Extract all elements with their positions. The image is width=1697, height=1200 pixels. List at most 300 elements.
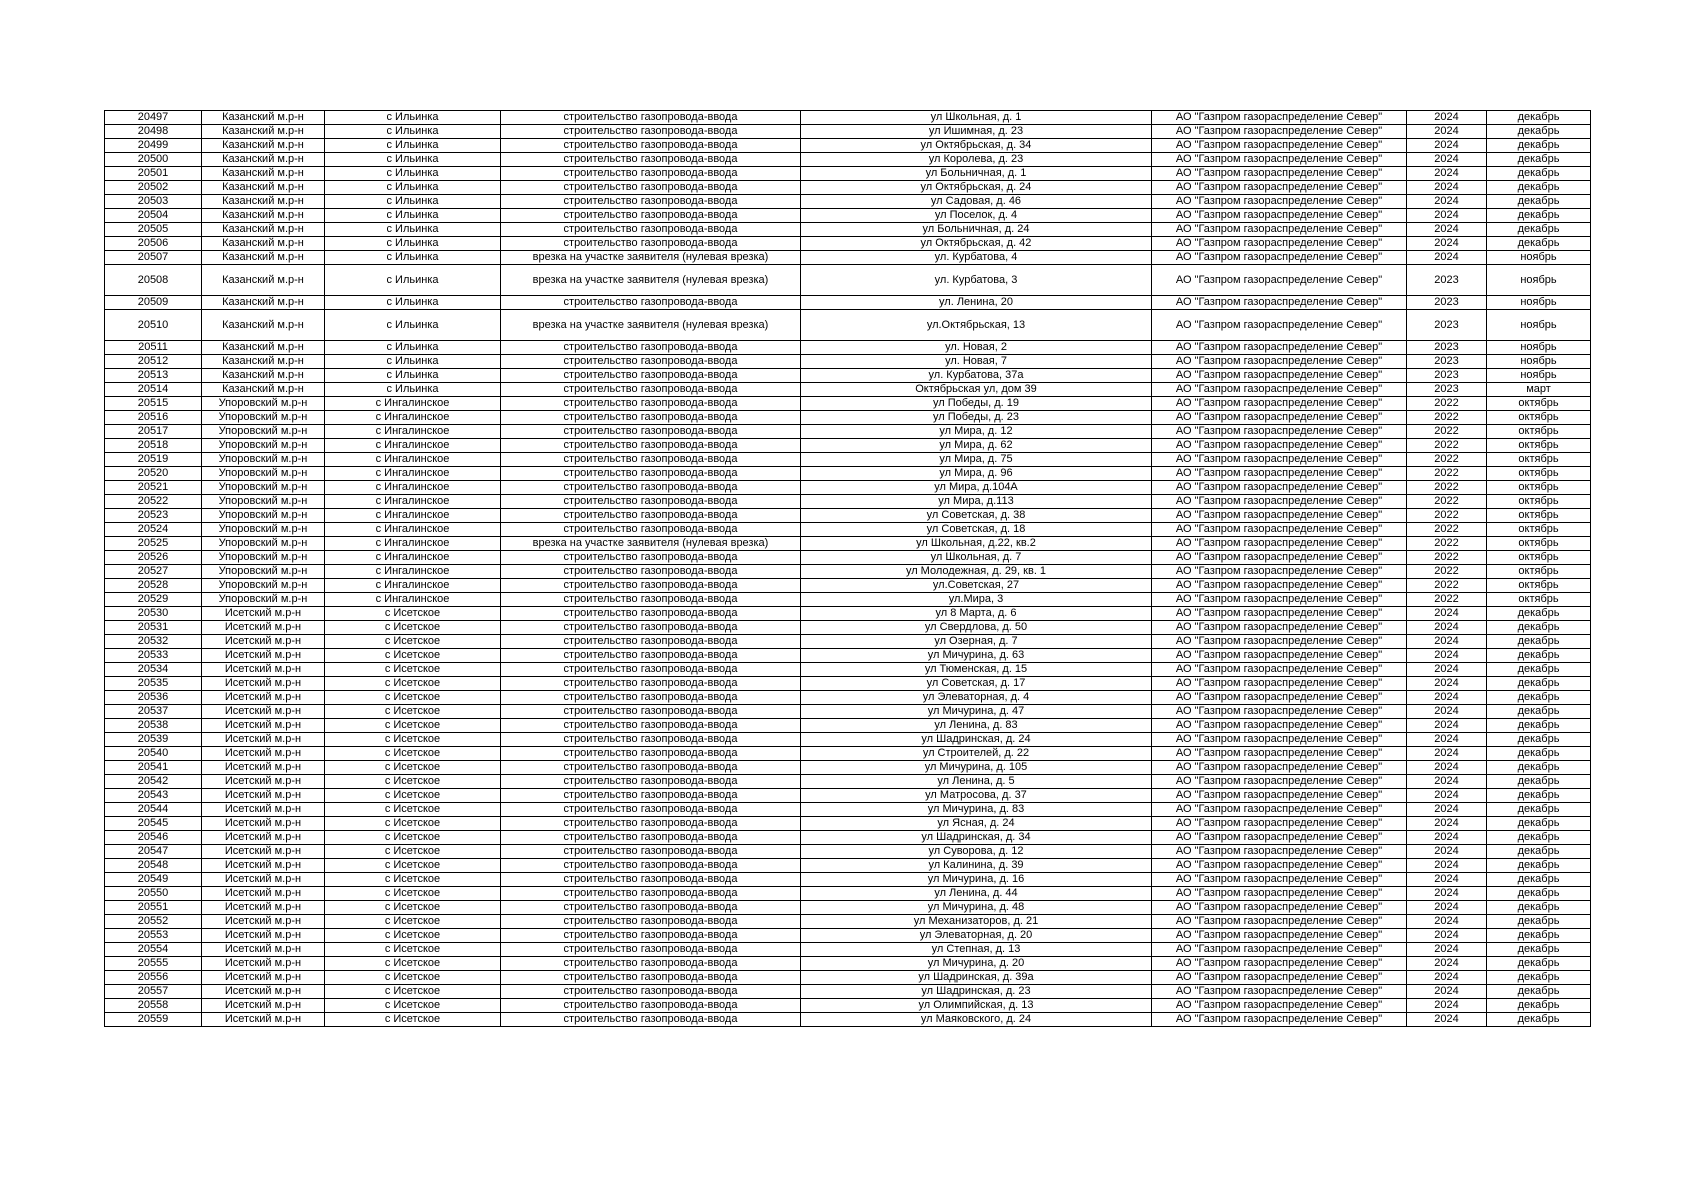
row-number: 20499 bbox=[105, 139, 202, 153]
address-cell: ул Степная, д. 13 bbox=[801, 943, 1152, 957]
month-cell: ноябрь bbox=[1487, 265, 1591, 296]
row-number: 20527 bbox=[105, 565, 202, 579]
organization-cell: АО "Газпром газораспределение Север" bbox=[1152, 153, 1407, 167]
year-cell: 2022 bbox=[1407, 565, 1487, 579]
year-cell: 2023 bbox=[1407, 296, 1487, 310]
address-cell: ул Советская, д. 17 bbox=[801, 677, 1152, 691]
district-cell: Упоровский м.р-н bbox=[202, 551, 325, 565]
row-number: 20543 bbox=[105, 789, 202, 803]
work-type-cell: строительство газопровода-ввода bbox=[501, 705, 801, 719]
year-cell: 2024 bbox=[1407, 803, 1487, 817]
month-cell: декабрь bbox=[1487, 237, 1591, 251]
district-cell: Казанский м.р-н bbox=[202, 195, 325, 209]
row-number: 20541 bbox=[105, 761, 202, 775]
year-cell: 2024 bbox=[1407, 223, 1487, 237]
organization-cell: АО "Газпром газораспределение Север" bbox=[1152, 803, 1407, 817]
settlement-cell: с Ильинка bbox=[325, 265, 501, 296]
month-cell: декабрь bbox=[1487, 167, 1591, 181]
row-number: 20528 bbox=[105, 579, 202, 593]
year-cell: 2024 bbox=[1407, 635, 1487, 649]
organization-cell: АО "Газпром газораспределение Север" bbox=[1152, 509, 1407, 523]
district-cell: Упоровский м.р-н bbox=[202, 411, 325, 425]
row-number: 20522 bbox=[105, 495, 202, 509]
organization-cell: АО "Газпром газораспределение Север" bbox=[1152, 593, 1407, 607]
work-type-cell: строительство газопровода-ввода bbox=[501, 481, 801, 495]
table-row bbox=[105, 845, 1591, 859]
row-number: 20557 bbox=[105, 985, 202, 999]
work-type-cell: строительство газопровода-ввода bbox=[501, 209, 801, 223]
address-cell: ул.Советская, 27 bbox=[801, 579, 1152, 593]
settlement-cell: с Исетское bbox=[325, 719, 501, 733]
row-number: 20526 bbox=[105, 551, 202, 565]
year-cell: 2022 bbox=[1407, 523, 1487, 537]
work-type-cell: строительство газопровода-ввода bbox=[501, 383, 801, 397]
settlement-cell: с Исетское bbox=[325, 929, 501, 943]
organization-cell: АО "Газпром газораспределение Север" bbox=[1152, 439, 1407, 453]
work-type-cell: строительство газопровода-ввода bbox=[501, 439, 801, 453]
organization-cell: АО "Газпром газораспределение Север" bbox=[1152, 425, 1407, 439]
address-cell: ул Шадринская, д. 34 bbox=[801, 831, 1152, 845]
month-cell: декабрь bbox=[1487, 915, 1591, 929]
work-type-cell: строительство газопровода-ввода bbox=[501, 873, 801, 887]
district-cell: Упоровский м.р-н bbox=[202, 425, 325, 439]
address-cell: ул Ишимная, д. 23 bbox=[801, 125, 1152, 139]
month-cell: декабрь bbox=[1487, 677, 1591, 691]
work-type-cell: строительство газопровода-ввода bbox=[501, 139, 801, 153]
row-number: 20509 bbox=[105, 296, 202, 310]
row-number: 20505 bbox=[105, 223, 202, 237]
work-type-cell: строительство газопровода-ввода bbox=[501, 369, 801, 383]
address-cell: ул Олимпийская, д. 13 bbox=[801, 999, 1152, 1013]
table-row bbox=[105, 887, 1591, 901]
address-cell: ул Строителей, д. 22 bbox=[801, 747, 1152, 761]
district-cell: Исетский м.р-н bbox=[202, 705, 325, 719]
table-row bbox=[105, 265, 1591, 296]
address-cell: ул Мира, д. 62 bbox=[801, 439, 1152, 453]
table-row bbox=[105, 789, 1591, 803]
work-type-cell: строительство газопровода-ввода bbox=[501, 551, 801, 565]
row-number: 20503 bbox=[105, 195, 202, 209]
row-number: 20532 bbox=[105, 635, 202, 649]
address-cell: ул Октябрьская, д. 24 bbox=[801, 181, 1152, 195]
work-type-cell: строительство газопровода-ввода bbox=[501, 943, 801, 957]
table-row bbox=[105, 929, 1591, 943]
work-type-cell: строительство газопровода-ввода bbox=[501, 859, 801, 873]
year-cell: 2022 bbox=[1407, 411, 1487, 425]
table-row bbox=[105, 369, 1591, 383]
organization-cell: АО "Газпром газораспределение Север" bbox=[1152, 139, 1407, 153]
settlement-cell: с Ильинка bbox=[325, 167, 501, 181]
table-row bbox=[105, 999, 1591, 1013]
row-number: 20550 bbox=[105, 887, 202, 901]
year-cell: 2024 bbox=[1407, 915, 1487, 929]
table-row bbox=[105, 901, 1591, 915]
organization-cell: АО "Газпром газораспределение Север" bbox=[1152, 999, 1407, 1013]
month-cell: октябрь bbox=[1487, 551, 1591, 565]
table-row bbox=[105, 481, 1591, 495]
month-cell: октябрь bbox=[1487, 397, 1591, 411]
month-cell: декабрь bbox=[1487, 153, 1591, 167]
address-cell: ул Королева, д. 23 bbox=[801, 153, 1152, 167]
organization-cell: АО "Газпром газораспределение Север" bbox=[1152, 383, 1407, 397]
row-number: 20500 bbox=[105, 153, 202, 167]
address-cell: ул Поселок, д. 4 bbox=[801, 209, 1152, 223]
district-cell: Исетский м.р-н bbox=[202, 943, 325, 957]
district-cell: Упоровский м.р-н bbox=[202, 565, 325, 579]
table-row bbox=[105, 957, 1591, 971]
table-row bbox=[105, 383, 1591, 397]
address-cell: ул Мичурина, д. 83 bbox=[801, 803, 1152, 817]
organization-cell: АО "Газпром газораспределение Север" bbox=[1152, 691, 1407, 705]
table-row bbox=[105, 859, 1591, 873]
address-cell: ул.Мира, 3 bbox=[801, 593, 1152, 607]
organization-cell: АО "Газпром газораспределение Север" bbox=[1152, 537, 1407, 551]
work-type-cell: строительство газопровода-ввода bbox=[501, 761, 801, 775]
address-cell: ул Победы, д. 23 bbox=[801, 411, 1152, 425]
table-row bbox=[105, 467, 1591, 481]
table-row bbox=[105, 425, 1591, 439]
address-cell: ул Октябрьская, д. 34 bbox=[801, 139, 1152, 153]
settlement-cell: с Исетское bbox=[325, 859, 501, 873]
month-cell: ноябрь bbox=[1487, 341, 1591, 355]
year-cell: 2023 bbox=[1407, 341, 1487, 355]
settlement-cell: с Исетское bbox=[325, 1013, 501, 1027]
address-cell: ул. Ленина, 20 bbox=[801, 296, 1152, 310]
settlement-cell: с Ильинка bbox=[325, 341, 501, 355]
table-row bbox=[105, 509, 1591, 523]
year-cell: 2024 bbox=[1407, 733, 1487, 747]
address-cell: ул 8 Марта, д. 6 bbox=[801, 607, 1152, 621]
month-cell: декабрь bbox=[1487, 125, 1591, 139]
table-body bbox=[105, 111, 1591, 1027]
work-type-cell: строительство газопровода-ввода bbox=[501, 649, 801, 663]
month-cell: декабрь bbox=[1487, 691, 1591, 705]
settlement-cell: с Исетское bbox=[325, 985, 501, 999]
year-cell: 2024 bbox=[1407, 621, 1487, 635]
year-cell: 2024 bbox=[1407, 663, 1487, 677]
table-row bbox=[105, 195, 1591, 209]
year-cell: 2024 bbox=[1407, 747, 1487, 761]
row-number: 20513 bbox=[105, 369, 202, 383]
address-cell: ул Мичурина, д. 47 bbox=[801, 705, 1152, 719]
settlement-cell: с Ильинка bbox=[325, 181, 501, 195]
month-cell: декабрь bbox=[1487, 999, 1591, 1013]
address-cell: ул Мичурина, д. 105 bbox=[801, 761, 1152, 775]
work-type-cell: строительство газопровода-ввода bbox=[501, 111, 801, 125]
month-cell: декабрь bbox=[1487, 607, 1591, 621]
table-row bbox=[105, 873, 1591, 887]
settlement-cell: с Ингалинское bbox=[325, 593, 501, 607]
table-row bbox=[105, 495, 1591, 509]
work-type-cell: строительство газопровода-ввода bbox=[501, 957, 801, 971]
settlement-cell: с Исетское bbox=[325, 649, 501, 663]
table-row bbox=[105, 747, 1591, 761]
year-cell: 2024 bbox=[1407, 677, 1487, 691]
address-cell: ул. Курбатова, 37а bbox=[801, 369, 1152, 383]
year-cell: 2024 bbox=[1407, 943, 1487, 957]
address-cell: ул Шадринская, д. 39а bbox=[801, 971, 1152, 985]
address-cell: ул Мичурина, д. 48 bbox=[801, 901, 1152, 915]
row-number: 20515 bbox=[105, 397, 202, 411]
table-row bbox=[105, 691, 1591, 705]
organization-cell: АО "Газпром газораспределение Север" bbox=[1152, 985, 1407, 999]
organization-cell: АО "Газпром газораспределение Север" bbox=[1152, 705, 1407, 719]
table-row bbox=[105, 209, 1591, 223]
year-cell: 2023 bbox=[1407, 355, 1487, 369]
work-type-cell: врезка на участке заявителя (нулевая врезка) bbox=[501, 537, 801, 551]
address-cell: ул Мира, д. 96 bbox=[801, 467, 1152, 481]
row-number: 20555 bbox=[105, 957, 202, 971]
table-row bbox=[105, 139, 1591, 153]
work-type-cell: строительство газопровода-ввода bbox=[501, 565, 801, 579]
settlement-cell: с Ингалинское bbox=[325, 467, 501, 481]
settlement-cell: с Ингалинское bbox=[325, 579, 501, 593]
work-type-cell: строительство газопровода-ввода bbox=[501, 167, 801, 181]
district-cell: Казанский м.р-н bbox=[202, 181, 325, 195]
district-cell: Казанский м.р-н bbox=[202, 167, 325, 181]
table-row bbox=[105, 635, 1591, 649]
settlement-cell: с Ильинка bbox=[325, 310, 501, 341]
work-type-cell: строительство газопровода-ввода bbox=[501, 635, 801, 649]
row-number: 20517 bbox=[105, 425, 202, 439]
row-number: 20497 bbox=[105, 111, 202, 125]
district-cell: Казанский м.р-н bbox=[202, 125, 325, 139]
settlement-cell: с Исетское bbox=[325, 691, 501, 705]
month-cell: октябрь bbox=[1487, 565, 1591, 579]
address-cell: ул.Октябрьская, 13 bbox=[801, 310, 1152, 341]
row-number: 20537 bbox=[105, 705, 202, 719]
row-number: 20502 bbox=[105, 181, 202, 195]
year-cell: 2022 bbox=[1407, 481, 1487, 495]
year-cell: 2024 bbox=[1407, 957, 1487, 971]
address-cell: ул Школьная, д. 7 bbox=[801, 551, 1152, 565]
month-cell: октябрь bbox=[1487, 579, 1591, 593]
organization-cell: АО "Газпром газораспределение Север" bbox=[1152, 971, 1407, 985]
address-cell: ул Советская, д. 18 bbox=[801, 523, 1152, 537]
organization-cell: АО "Газпром газораспределение Север" bbox=[1152, 663, 1407, 677]
work-type-cell: строительство газопровода-ввода bbox=[501, 153, 801, 167]
settlement-cell: с Исетское bbox=[325, 663, 501, 677]
month-cell: март bbox=[1487, 383, 1591, 397]
table-row bbox=[105, 411, 1591, 425]
district-cell: Исетский м.р-н bbox=[202, 957, 325, 971]
month-cell: декабрь bbox=[1487, 859, 1591, 873]
organization-cell: АО "Газпром газораспределение Север" bbox=[1152, 789, 1407, 803]
organization-cell: АО "Газпром газораспределение Север" bbox=[1152, 649, 1407, 663]
month-cell: ноябрь bbox=[1487, 369, 1591, 383]
year-cell: 2022 bbox=[1407, 439, 1487, 453]
work-type-cell: строительство газопровода-ввода bbox=[501, 663, 801, 677]
work-type-cell: строительство газопровода-ввода bbox=[501, 915, 801, 929]
settlement-cell: с Ильинка bbox=[325, 125, 501, 139]
table-row bbox=[105, 621, 1591, 635]
district-cell: Казанский м.р-н bbox=[202, 251, 325, 265]
month-cell: декабрь bbox=[1487, 831, 1591, 845]
year-cell: 2024 bbox=[1407, 237, 1487, 251]
settlement-cell: с Исетское bbox=[325, 635, 501, 649]
month-cell: декабрь bbox=[1487, 957, 1591, 971]
year-cell: 2023 bbox=[1407, 369, 1487, 383]
month-cell: декабрь bbox=[1487, 705, 1591, 719]
work-type-cell: строительство газопровода-ввода bbox=[501, 125, 801, 139]
district-cell: Упоровский м.р-н bbox=[202, 397, 325, 411]
settlement-cell: с Исетское bbox=[325, 901, 501, 915]
year-cell: 2022 bbox=[1407, 467, 1487, 481]
work-type-cell: строительство газопровода-ввода bbox=[501, 929, 801, 943]
address-cell: ул Мира, д.104А bbox=[801, 481, 1152, 495]
row-number: 20525 bbox=[105, 537, 202, 551]
organization-cell: АО "Газпром газораспределение Север" bbox=[1152, 957, 1407, 971]
table-row bbox=[105, 943, 1591, 957]
row-number: 20531 bbox=[105, 621, 202, 635]
settlement-cell: с Исетское bbox=[325, 621, 501, 635]
settlement-cell: с Исетское bbox=[325, 845, 501, 859]
settlement-cell: с Исетское bbox=[325, 789, 501, 803]
organization-cell: АО "Газпром газораспределение Север" bbox=[1152, 719, 1407, 733]
work-type-cell: строительство газопровода-ввода bbox=[501, 195, 801, 209]
address-cell: ул Элеваторная, д. 4 bbox=[801, 691, 1152, 705]
month-cell: октябрь bbox=[1487, 593, 1591, 607]
month-cell: декабрь bbox=[1487, 733, 1591, 747]
month-cell: декабрь bbox=[1487, 775, 1591, 789]
work-type-cell: строительство газопровода-ввода bbox=[501, 509, 801, 523]
work-type-cell: строительство газопровода-ввода bbox=[501, 901, 801, 915]
month-cell: декабрь bbox=[1487, 761, 1591, 775]
year-cell: 2022 bbox=[1407, 495, 1487, 509]
settlement-cell: с Ингалинское bbox=[325, 439, 501, 453]
district-cell: Казанский м.р-н bbox=[202, 111, 325, 125]
year-cell: 2024 bbox=[1407, 985, 1487, 999]
organization-cell: АО "Газпром газораспределение Север" bbox=[1152, 733, 1407, 747]
row-number: 20542 bbox=[105, 775, 202, 789]
table-row bbox=[105, 453, 1591, 467]
organization-cell: АО "Газпром газораспределение Север" bbox=[1152, 747, 1407, 761]
row-number: 20551 bbox=[105, 901, 202, 915]
year-cell: 2024 bbox=[1407, 705, 1487, 719]
work-type-cell: строительство газопровода-ввода bbox=[501, 747, 801, 761]
settlement-cell: с Ильинка bbox=[325, 153, 501, 167]
table-row bbox=[105, 649, 1591, 663]
month-cell: октябрь bbox=[1487, 453, 1591, 467]
year-cell: 2024 bbox=[1407, 649, 1487, 663]
district-cell: Исетский м.р-н bbox=[202, 649, 325, 663]
organization-cell: АО "Газпром газораспределение Север" bbox=[1152, 265, 1407, 296]
year-cell: 2024 bbox=[1407, 167, 1487, 181]
month-cell: декабрь bbox=[1487, 887, 1591, 901]
row-number: 20552 bbox=[105, 915, 202, 929]
table-row bbox=[105, 733, 1591, 747]
row-number: 20506 bbox=[105, 237, 202, 251]
month-cell: декабрь bbox=[1487, 1013, 1591, 1027]
organization-cell: АО "Газпром газораспределение Север" bbox=[1152, 523, 1407, 537]
row-number: 20511 bbox=[105, 341, 202, 355]
work-type-cell: врезка на участке заявителя (нулевая врезка) bbox=[501, 265, 801, 296]
year-cell: 2022 bbox=[1407, 453, 1487, 467]
district-cell: Казанский м.р-н bbox=[202, 341, 325, 355]
district-cell: Исетский м.р-н bbox=[202, 915, 325, 929]
settlement-cell: с Ильинка bbox=[325, 355, 501, 369]
work-type-cell: строительство газопровода-ввода bbox=[501, 971, 801, 985]
district-cell: Исетский м.р-н bbox=[202, 775, 325, 789]
address-cell: ул Калинина, д. 39 bbox=[801, 859, 1152, 873]
month-cell: декабрь bbox=[1487, 943, 1591, 957]
month-cell: декабрь bbox=[1487, 111, 1591, 125]
settlement-cell: с Исетское bbox=[325, 705, 501, 719]
table-row bbox=[105, 565, 1591, 579]
organization-cell: АО "Газпром газораспределение Север" bbox=[1152, 775, 1407, 789]
settlement-cell: с Ингалинское bbox=[325, 481, 501, 495]
work-type-cell: строительство газопровода-ввода bbox=[501, 296, 801, 310]
work-type-cell: строительство газопровода-ввода bbox=[501, 845, 801, 859]
year-cell: 2024 bbox=[1407, 195, 1487, 209]
settlement-cell: с Ильинка bbox=[325, 237, 501, 251]
organization-cell: АО "Газпром газораспределение Север" bbox=[1152, 195, 1407, 209]
organization-cell: АО "Газпром газораспределение Север" bbox=[1152, 237, 1407, 251]
address-cell: ул. Новая, 7 bbox=[801, 355, 1152, 369]
table-row bbox=[105, 761, 1591, 775]
address-cell: ул Больничная, д. 24 bbox=[801, 223, 1152, 237]
organization-cell: АО "Газпром газораспределение Север" bbox=[1152, 341, 1407, 355]
table-row bbox=[105, 677, 1591, 691]
settlement-cell: с Ингалинское bbox=[325, 551, 501, 565]
month-cell: декабрь bbox=[1487, 663, 1591, 677]
settlement-cell: с Исетское bbox=[325, 957, 501, 971]
settlement-cell: с Исетское bbox=[325, 803, 501, 817]
row-number: 20538 bbox=[105, 719, 202, 733]
work-type-cell: строительство газопровода-ввода bbox=[501, 1013, 801, 1027]
address-cell: ул Октябрьская, д. 42 bbox=[801, 237, 1152, 251]
year-cell: 2024 bbox=[1407, 691, 1487, 705]
table-row bbox=[105, 296, 1591, 310]
year-cell: 2024 bbox=[1407, 607, 1487, 621]
address-cell: ул Тюменская, д. 15 bbox=[801, 663, 1152, 677]
district-cell: Исетский м.р-н bbox=[202, 859, 325, 873]
table-row bbox=[105, 817, 1591, 831]
address-cell: ул Маяковского, д. 24 bbox=[801, 1013, 1152, 1027]
settlement-cell: с Исетское bbox=[325, 817, 501, 831]
work-type-cell: строительство газопровода-ввода bbox=[501, 223, 801, 237]
year-cell: 2022 bbox=[1407, 397, 1487, 411]
month-cell: декабрь bbox=[1487, 929, 1591, 943]
year-cell: 2024 bbox=[1407, 845, 1487, 859]
district-cell: Казанский м.р-н bbox=[202, 369, 325, 383]
address-cell: ул. Курбатова, 4 bbox=[801, 251, 1152, 265]
address-cell: ул Садовая, д. 46 bbox=[801, 195, 1152, 209]
row-number: 20530 bbox=[105, 607, 202, 621]
organization-cell: АО "Газпром газораспределение Север" bbox=[1152, 873, 1407, 887]
address-cell: ул Суворова, д. 12 bbox=[801, 845, 1152, 859]
organization-cell: АО "Газпром газораспределение Север" bbox=[1152, 125, 1407, 139]
organization-cell: АО "Газпром газораспределение Север" bbox=[1152, 223, 1407, 237]
organization-cell: АО "Газпром газораспределение Север" bbox=[1152, 901, 1407, 915]
work-type-cell: строительство газопровода-ввода bbox=[501, 733, 801, 747]
month-cell: октябрь bbox=[1487, 411, 1591, 425]
address-cell: ул Ленина, д. 83 bbox=[801, 719, 1152, 733]
month-cell: декабрь bbox=[1487, 181, 1591, 195]
data-table bbox=[104, 110, 1591, 1027]
organization-cell: АО "Газпром газораспределение Север" bbox=[1152, 296, 1407, 310]
month-cell: декабрь bbox=[1487, 901, 1591, 915]
work-type-cell: строительство газопровода-ввода bbox=[501, 985, 801, 999]
year-cell: 2023 bbox=[1407, 383, 1487, 397]
year-cell: 2024 bbox=[1407, 901, 1487, 915]
district-cell: Исетский м.р-н bbox=[202, 901, 325, 915]
district-cell: Исетский м.р-н bbox=[202, 621, 325, 635]
table-row bbox=[105, 607, 1591, 621]
month-cell: октябрь bbox=[1487, 495, 1591, 509]
address-cell: ул Шадринская, д. 23 bbox=[801, 985, 1152, 999]
month-cell: октябрь bbox=[1487, 467, 1591, 481]
